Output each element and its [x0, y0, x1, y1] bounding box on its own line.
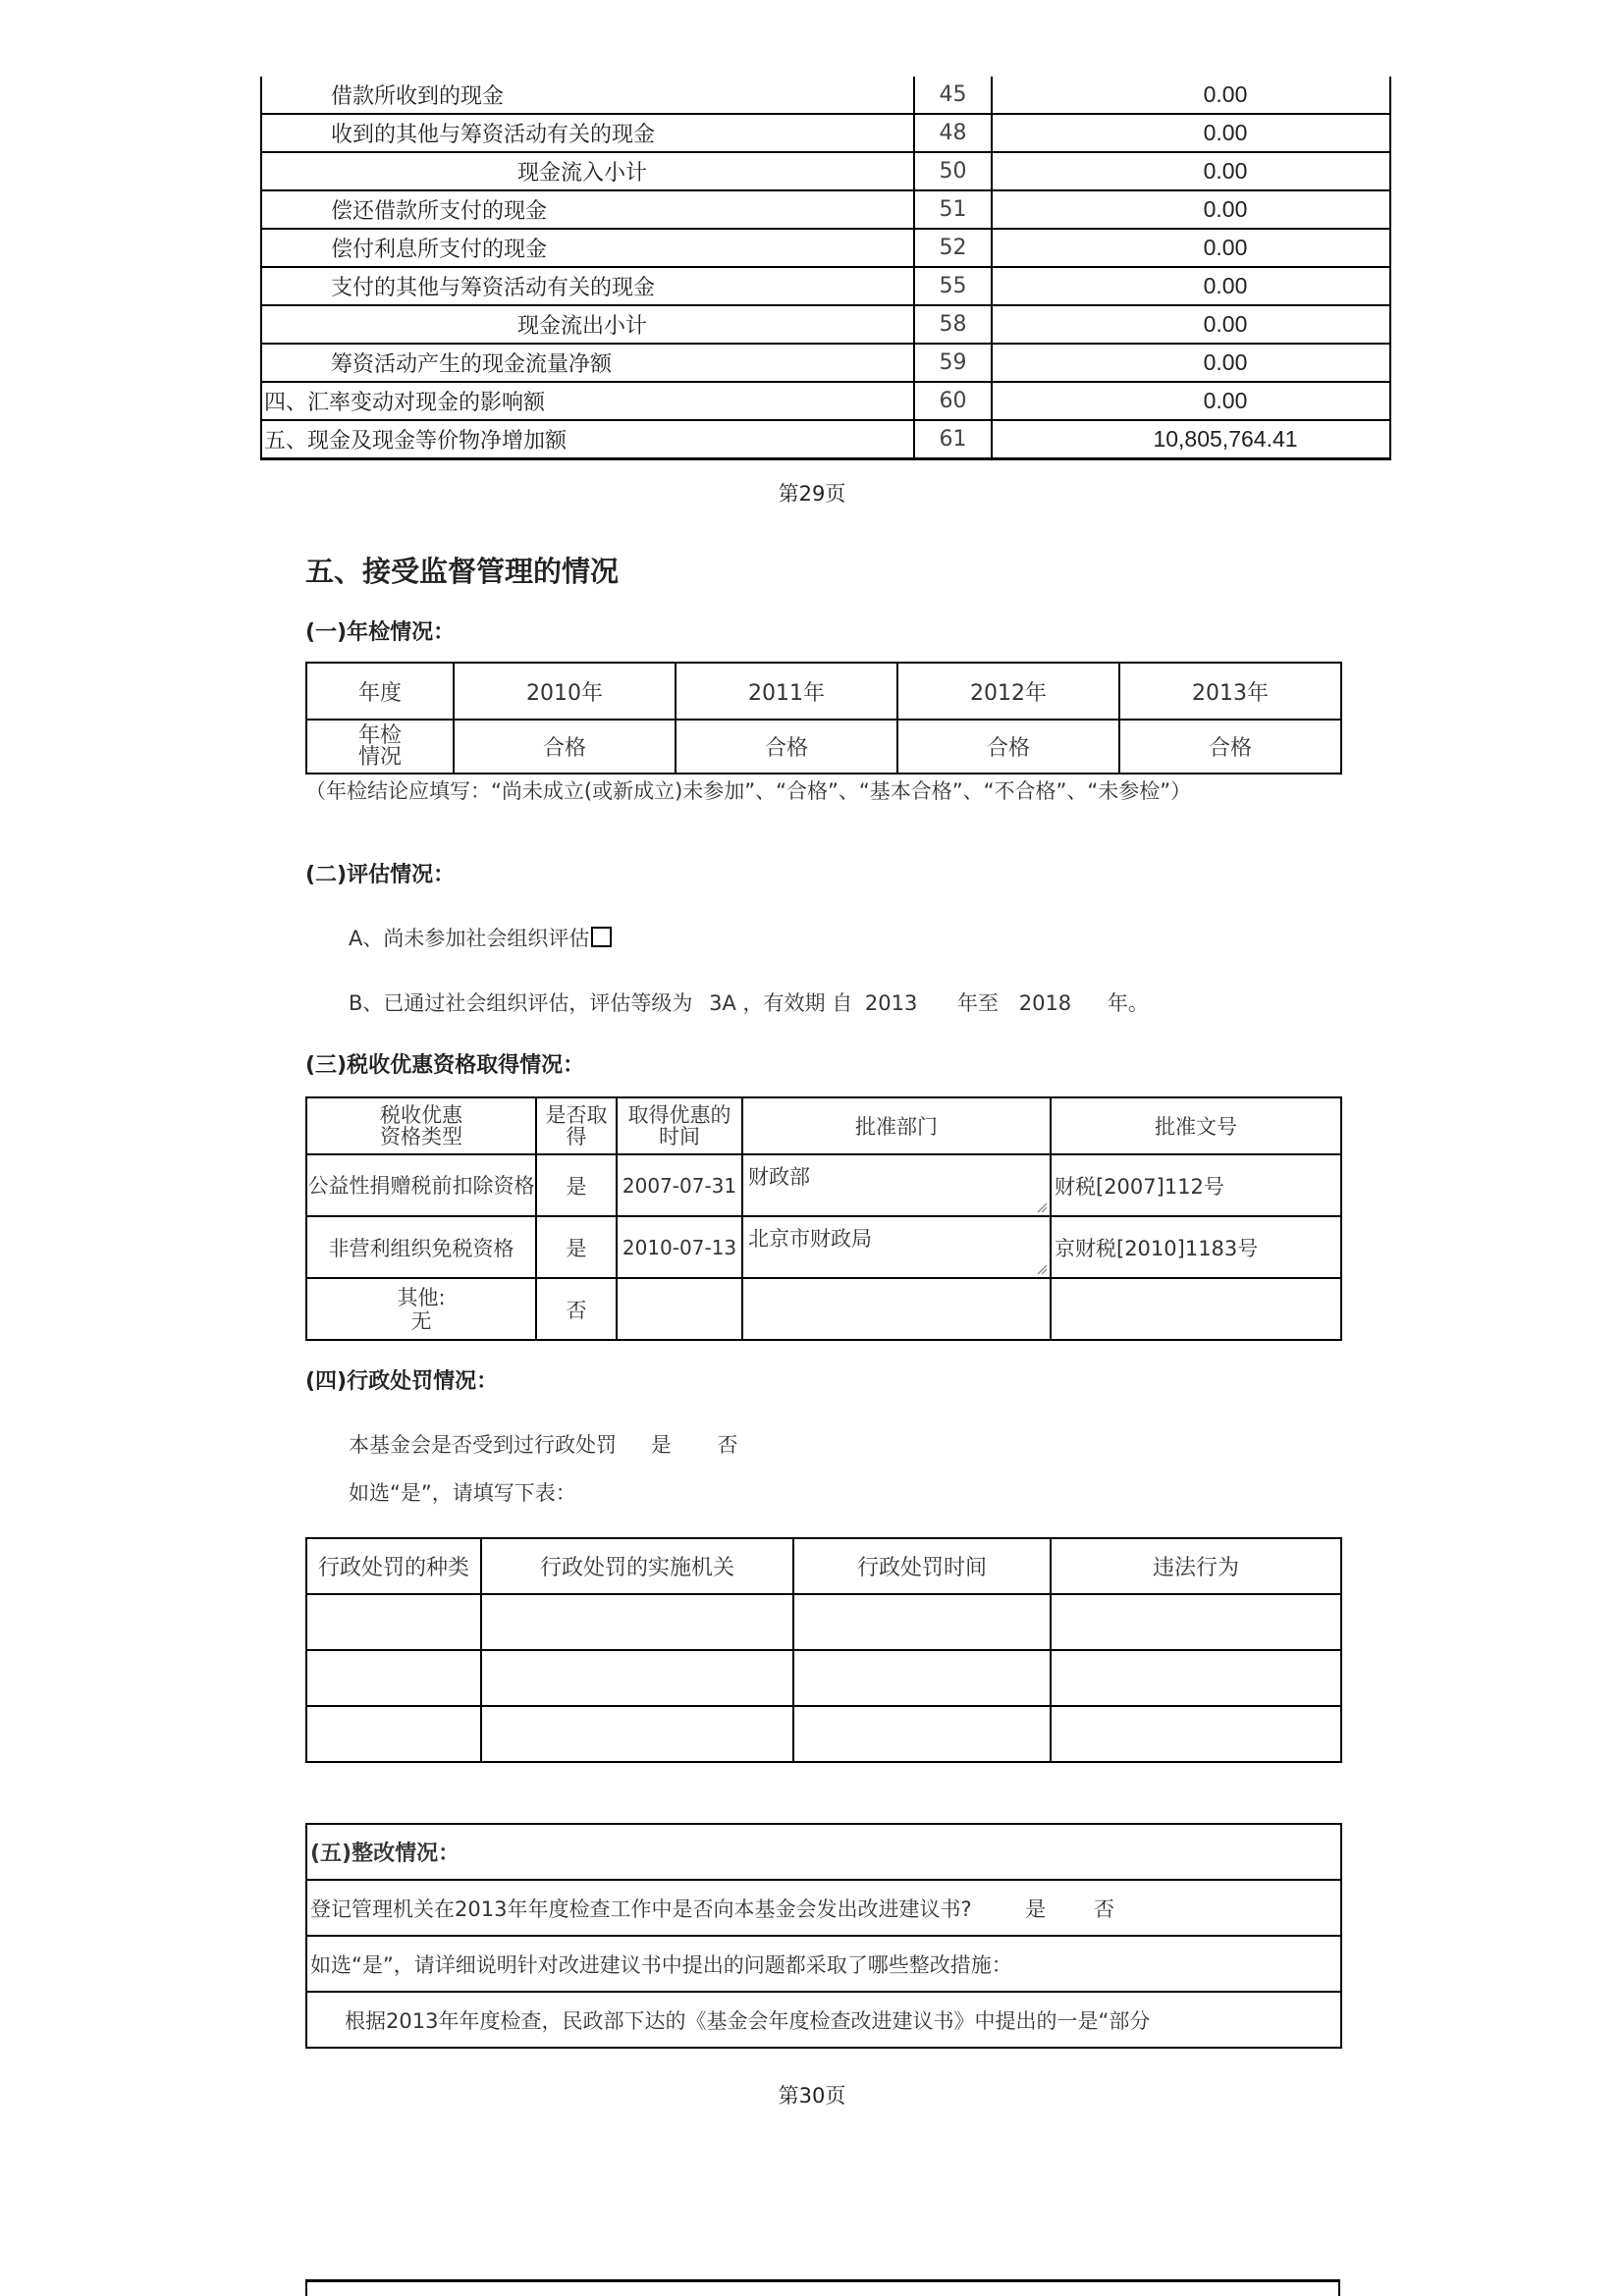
cashflow-row-label: 偿还借款所支付的现金 — [261, 190, 914, 229]
cashflow-row-amount[interactable]: 0.00 — [992, 77, 1390, 114]
tax-table — [305, 1096, 1342, 1341]
penalty-cell[interactable] — [793, 1594, 1051, 1650]
penalty-cell[interactable] — [793, 1706, 1051, 1762]
result-2012: 合格 — [897, 720, 1119, 774]
tax-row1-dept: 财政部 — [748, 1165, 810, 1189]
cashflow-row — [261, 344, 1390, 382]
cashflow-table — [260, 77, 1391, 460]
tax-row1-doc[interactable]: 财税[2007]112号 — [1051, 1154, 1341, 1216]
cashflow-row-amount[interactable]: 0.00 — [992, 267, 1390, 305]
tax-header-dept: 批准部门 — [742, 1097, 1051, 1154]
cashflow-row-amount[interactable]: 10,805,764.41 — [992, 420, 1390, 459]
penalty-header-time: 行政处罚时间 — [793, 1538, 1051, 1594]
rectify-content[interactable]: 根据2013年年度检查，民政部下达的《基金会年度检查改进建议书》中提出的一是“部分 — [306, 1992, 1341, 2048]
rectify-instruction: 如选“是”，请详细说明针对改进建议书中提出的问题都采取了哪些整改措施： — [306, 1936, 1341, 1992]
cashflow-row — [261, 420, 1390, 459]
cashflow-row-amount[interactable]: 0.00 — [992, 114, 1390, 152]
evaluation-option-a — [349, 923, 612, 952]
annual-heading: (一)年检情况： — [305, 620, 456, 645]
cashflow-row — [261, 267, 1390, 305]
cashflow-row-amount[interactable]: 0.00 — [992, 382, 1390, 420]
cashflow-row-line: 60 — [914, 382, 992, 420]
tax-row2-dept-cell[interactable] — [742, 1216, 1051, 1278]
tax-row1-date[interactable]: 2007-07-31 — [617, 1154, 742, 1216]
penalty-header-agency: 行政处罚的实施机关 — [481, 1538, 793, 1594]
section-title: 五、接受监督管理的情况 — [305, 555, 620, 588]
penalty-no-option[interactable]: 否 — [717, 1433, 738, 1457]
option-b-mid: ，有效期 自 — [742, 991, 853, 1015]
tax-header-obtained: 是否取 得 — [536, 1097, 617, 1154]
rectify-no-option[interactable]: 否 — [1093, 1896, 1114, 1921]
option-b-prefix: B、已通过社会组织评估，评估等级为 — [349, 991, 693, 1015]
tax-row2-doc[interactable]: 京财税[2010]1183号 — [1051, 1216, 1341, 1278]
tax-row1-type: 公益性捐赠税前扣除资格 — [306, 1154, 536, 1216]
evaluation-heading: (二)评估情况： — [305, 863, 456, 887]
cashflow-row-line: 48 — [914, 114, 992, 152]
evaluation-grade[interactable]: 3A — [709, 991, 736, 1015]
cashflow-row-line: 59 — [914, 344, 992, 382]
penalty-cell[interactable] — [1051, 1594, 1341, 1650]
tax-row1-obtained[interactable]: 是 — [536, 1154, 617, 1216]
penalty-cell[interactable] — [481, 1706, 793, 1762]
tax-row2-dept: 北京市财政局 — [748, 1227, 872, 1251]
tax-row3-dept[interactable] — [742, 1278, 1051, 1340]
option-b-year-end: 年。 — [1107, 991, 1149, 1015]
cashflow-row-line: 51 — [914, 190, 992, 229]
annual-note: （年检结论应填写：“尚未成立(或新成立)未参加”、“合格”、“基本合格”、“不合格”、“未参检”） — [305, 779, 1192, 803]
cashflow-row-label: 偿付利息所支付的现金 — [261, 229, 914, 267]
tax-row3-type: 其他: 无 — [306, 1278, 536, 1340]
evaluation-option-b — [349, 988, 1149, 1017]
rectify-question-row — [306, 1880, 1341, 1936]
annual-table — [305, 662, 1342, 774]
cashflow-row — [261, 382, 1390, 420]
option-b-year-to: 年至 — [957, 991, 1000, 1015]
result-2013: 合格 — [1119, 720, 1341, 774]
cashflow-row-line: 52 — [914, 229, 992, 267]
penalty-cell[interactable] — [1051, 1650, 1341, 1706]
penalty-cell[interactable] — [481, 1650, 793, 1706]
evaluation-from-year[interactable]: 2013 — [864, 991, 918, 1015]
option-a-checkbox[interactable] — [591, 927, 612, 947]
penalty-question-text: 本基金会是否受到过行政处罚 — [349, 1433, 617, 1457]
option-a-label: A、尚未参加社会组织评估 — [349, 927, 590, 950]
penalty-header-type: 行政处罚的种类 — [306, 1538, 481, 1594]
cashflow-row-label: 收到的其他与筹资活动有关的现金 — [261, 114, 914, 152]
tax-row2-obtained[interactable]: 是 — [536, 1216, 617, 1278]
penalty-instruction: 如选“是”，请填写下表： — [349, 1481, 576, 1505]
cashflow-row-amount[interactable]: 0.00 — [992, 229, 1390, 267]
penalty-cell[interactable] — [481, 1594, 793, 1650]
resize-handle-icon[interactable] — [1036, 1263, 1048, 1275]
page-number-29: 第29页 — [778, 482, 846, 506]
page-number-30: 第30页 — [778, 2084, 846, 2108]
result-2011: 合格 — [676, 720, 897, 774]
rectify-table — [305, 1823, 1342, 2049]
penalty-cell[interactable] — [306, 1650, 481, 1706]
cashflow-row-amount[interactable]: 0.00 — [992, 152, 1390, 190]
penalty-header-violation: 违法行为 — [1051, 1538, 1341, 1594]
tax-header-type: 税收优惠 资格类型 — [306, 1097, 536, 1154]
cashflow-row-line: 61 — [914, 420, 992, 459]
cashflow-row-amount[interactable]: 0.00 — [992, 190, 1390, 229]
cashflow-row — [261, 152, 1390, 190]
year-2011: 2011年 — [676, 663, 897, 720]
resize-handle-icon[interactable] — [1036, 1201, 1048, 1213]
cashflow-row-label: 支付的其他与筹资活动有关的现金 — [261, 267, 914, 305]
cashflow-row — [261, 305, 1390, 344]
penalty-table — [305, 1537, 1342, 1763]
tax-row3-doc[interactable] — [1051, 1278, 1341, 1340]
result-header: 年检 情况 — [306, 720, 454, 774]
cashflow-row — [261, 77, 1390, 114]
rectify-heading: (五)整改情况： — [306, 1824, 1341, 1880]
cashflow-row — [261, 190, 1390, 229]
penalty-heading: (四)行政处罚情况： — [305, 1369, 499, 1394]
cashflow-row — [261, 114, 1390, 152]
tax-heading: (三)税收优惠资格取得情况： — [305, 1053, 585, 1078]
year-2010: 2010年 — [454, 663, 676, 720]
result-2010: 合格 — [454, 720, 676, 774]
tax-row2-date[interactable]: 2010-07-13 — [617, 1216, 742, 1278]
cashflow-row — [261, 229, 1390, 267]
year-header: 年度 — [306, 663, 454, 720]
cashflow-row-label: 现金流出小计 — [261, 305, 914, 344]
penalty-cell[interactable] — [1051, 1706, 1341, 1762]
cashflow-row-line: 50 — [914, 152, 992, 190]
cashflow-row-label: 借款所收到的现金 — [261, 77, 914, 114]
penalty-cell[interactable] — [793, 1650, 1051, 1706]
tax-header-date: 取得优惠的 时间 — [617, 1097, 742, 1154]
penalty-question — [349, 1429, 737, 1459]
rectify-yes-option[interactable]: 是 — [1025, 1896, 1047, 1921]
cashflow-row-label: 现金流入小计 — [261, 152, 914, 190]
year-2013: 2013年 — [1119, 663, 1341, 720]
cashflow-row-amount[interactable]: 0.00 — [992, 305, 1390, 344]
next-table-top-border — [305, 2279, 1340, 2296]
tax-header-doc: 批准文号 — [1051, 1097, 1341, 1154]
tax-row3-obtained[interactable]: 否 — [536, 1278, 617, 1340]
tax-row1-dept-cell[interactable] — [742, 1154, 1051, 1216]
tax-row2-type: 非营利组织免税资格 — [306, 1216, 536, 1278]
penalty-yes-option[interactable]: 是 — [650, 1433, 672, 1457]
cashflow-row-label: 五、现金及现金等价物净增加额 — [261, 420, 914, 459]
cashflow-row-line: 55 — [914, 267, 992, 305]
cashflow-row-line: 58 — [914, 305, 992, 344]
rectify-question: 登记管理机关在2013年年度检查工作中是否向本基金会发出改进建议书? — [310, 1896, 972, 1921]
evaluation-to-year[interactable]: 2018 — [1018, 991, 1072, 1015]
cashflow-row-label: 四、汇率变动对现金的影响额 — [261, 382, 914, 420]
year-2012: 2012年 — [897, 663, 1119, 720]
penalty-cell[interactable] — [306, 1594, 481, 1650]
cashflow-row-amount[interactable]: 0.00 — [992, 344, 1390, 382]
cashflow-row-label: 筹资活动产生的现金流量净额 — [261, 344, 914, 382]
cashflow-row-line: 45 — [914, 77, 992, 114]
penalty-cell[interactable] — [306, 1706, 481, 1762]
tax-row3-date[interactable] — [617, 1278, 742, 1340]
